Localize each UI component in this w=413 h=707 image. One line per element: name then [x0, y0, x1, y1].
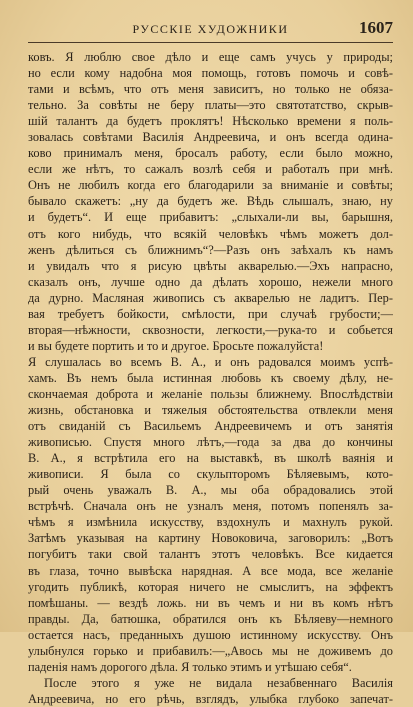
- text-line: помѣшаны. — вездѣ ложь. ни въ чемъ и ни въ комъ нѣтъ: [28, 595, 393, 610]
- text-line: и будетъ“. И еще прибавитъ: „слыхали-ли вы, барышня,: [28, 210, 393, 225]
- text-line: погубитъ таки свой талантъ этотъ человѣкъ. Все кидается: [28, 547, 393, 562]
- text-line: шій талантъ да будетъ проклятъ! Нѣсколько времени я поль-: [28, 114, 393, 129]
- text-line: чѣмъ я измѣнила искусству, вздохнулъ и махнулъ рукой.: [28, 515, 393, 530]
- text-line: улыбнулся горько и прибавилъ:—„Авось мы не доживемъ до: [28, 643, 393, 658]
- running-title: РУССКІЕ ХУДОЖНИКИ: [132, 22, 289, 36]
- text-line: скончаемая доброта и желаніе пользы ближнему. Впослѣдствіи: [28, 386, 393, 401]
- text-line: сказалъ онъ, лучше одно да дѣлать хорошо, нежели много: [28, 274, 393, 289]
- text-line: и увидалъ что я рисую цвѣты акварелью.—Эхъ напрасно,: [28, 258, 393, 273]
- text-line: Андреевича, но его рѣчь, взглядъ, улыбка глубоко запечат-: [28, 691, 393, 706]
- body-text: [28, 49, 393, 707]
- text-line: Я слушалась во всемъ В. А., и онъ радовался моимъ успѣ-: [28, 354, 393, 369]
- text-line: жизнь, обстановка и тяжелыя обстоятельства отвлекли меня: [28, 403, 393, 418]
- text-line: тами и всѣмъ, что отъ меня зависитъ, но только не обяза-: [28, 82, 393, 97]
- text-line: вторая—нѣжности, сквозности, легкости,—рука-то и собьется: [28, 322, 393, 337]
- text-line: После этого я уже не видала незабвеннаго Василія: [44, 675, 393, 690]
- text-line: зовалась совѣтами Василія Андреевича, и онъ всегда одина-: [28, 130, 393, 145]
- text-line: правды. Да, батюшка, обратился онъ къ Бѣляеву—немного: [28, 611, 393, 626]
- text-line: хамъ. Въ немъ была истинная любовь къ своему дѣлу, не-: [28, 370, 393, 385]
- text-line: Затѣмъ указывая на картину Новоковича, заговорилъ: „Вотъ: [28, 531, 393, 546]
- text-line: В. А., я встрѣтила его на выставкѣ, въ школѣ ваянія и: [28, 451, 393, 466]
- text-line: рый очень уважалъ В. А., мы оба обрадовались этой: [28, 483, 393, 498]
- header-rule: [28, 42, 393, 43]
- text-line: живописи. Я была со скульпторомъ Бѣляевымъ, кото-: [28, 467, 393, 482]
- text-line: вая требуетъ бойкости, смѣлости, при случаѣ грубости;—: [28, 306, 393, 321]
- text-line: живописью. Спустя много лѣтъ,—года за два до кончины: [28, 435, 393, 450]
- text-line: бывало скажетъ: „ну да будетъ же. Вѣдь слышалъ, знаю, ну: [28, 194, 393, 209]
- text-line: ковъ. Я люблю свое дѣло и еще самъ учусь у природы;: [28, 50, 393, 64]
- text-line: остается насъ, преданныхъ душою истинному искусству. Онъ: [28, 627, 393, 642]
- text-line: Онъ не любилъ когда его благодарили за вниманіе и совѣты;: [28, 178, 393, 193]
- page-number: 1607: [359, 18, 393, 37]
- text-line: тельно. За совѣты не беру платы—это святотатство, скрыв-: [28, 98, 393, 113]
- text-line: ково принималъ меня, бросалъ работу, если было можно,: [28, 146, 393, 161]
- text-line: паденія намъ дорогого дѣла. Я только этимъ и утѣшаю себя“.: [28, 659, 352, 674]
- text-line: въ глаза, точно вывѣска нарядная. А все мода, все желаніе: [28, 563, 393, 578]
- text-line: отъ свиданій съ Васильемъ Андреевичемъ и отъ занятія: [28, 419, 393, 434]
- text-line: если же нѣтъ, то сажалъ возлѣ себя и работалъ при мнѣ.: [28, 162, 393, 177]
- text-line: отъ кого нибудь, что всякій человѣкъ чѣмъ можетъ дол-: [28, 226, 393, 241]
- text-line: но если кому надобна моя помощь, готовъ помочь и совѣ-: [28, 66, 393, 81]
- text-line: и вы будете портить и то и другое. Бросьте пожалуйста!: [28, 338, 324, 353]
- text-line: угодить публикѣ, которая ничего не смыслитъ, на эффектъ: [28, 579, 393, 594]
- page-header: [28, 18, 393, 40]
- text-line: да дурно. Масляная живопись съ акварелью не ладитъ. Пер-: [28, 290, 393, 305]
- text-line: встрѣчѣ. Сначала онъ не узналъ меня, потомъ попенялъ за-: [28, 499, 393, 514]
- text-line: женъ дѣлиться съ ближнимъ“?—Разъ онъ заѣхалъ къ намъ: [28, 242, 393, 257]
